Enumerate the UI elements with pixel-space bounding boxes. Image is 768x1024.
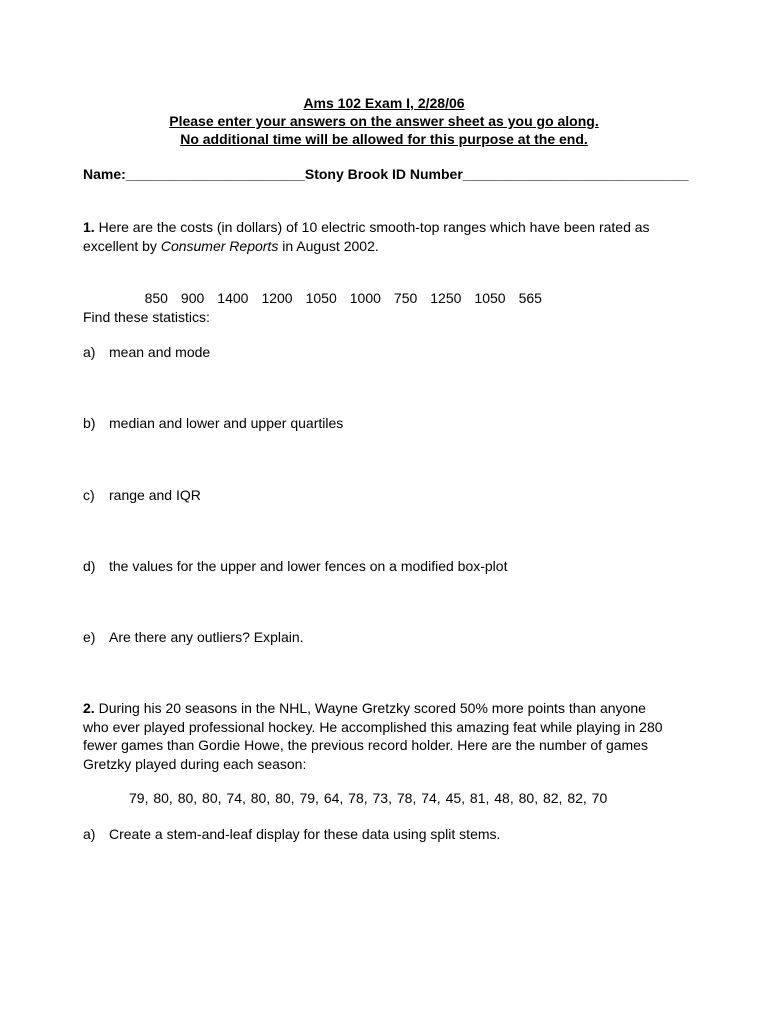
- part-text: median and lower and upper quartiles: [109, 415, 344, 431]
- question-1-number: 1.: [83, 219, 95, 235]
- question-2-part-a: [83, 825, 500, 843]
- question-1-part-d: [83, 557, 507, 575]
- question-2-data: 79, 80, 80, 80, 74, 80, 80, 79, 64, 78, 73, 78, 74, 45, 81, 48, 80, 82, 82, 70: [129, 790, 608, 806]
- question-2-body: During his 20 seasons in the NHL, Wayne Gretzky scored 50% more points than anyone who ever played professional hockey. He accomplished this amazing feat while playing in 280 fewer games than Gordie Howe, the previous record holder. Here are the number of games Gretzky played during each season:: [83, 700, 663, 772]
- part-text: Create a stem-and-leaf display for these data using split stems.: [109, 826, 501, 842]
- exam-title: [0, 94, 768, 112]
- part-label: d): [83, 558, 96, 574]
- question-1-part-c: [83, 486, 201, 504]
- name-id-line: [83, 165, 689, 183]
- question-2-number: 2.: [83, 700, 95, 716]
- value-item: 1000: [349, 290, 381, 306]
- part-label: a): [83, 344, 96, 360]
- instruction-2-text: No additional time will be allowed for this purpose at the end.: [180, 131, 588, 147]
- question-2-text: [83, 699, 673, 773]
- question-1-source: Consumer Reports: [160, 237, 279, 254]
- part-label: e): [83, 629, 96, 645]
- question-1-text: [83, 218, 683, 255]
- part-label: a): [83, 826, 96, 842]
- value-item: 900: [180, 290, 205, 306]
- question-1-text-b: in August 2002.: [278, 237, 379, 254]
- exam-title-text: Ams 102 Exam I, 2/28/06: [303, 95, 465, 111]
- value-item: 565: [518, 290, 542, 306]
- part-label: c): [83, 487, 95, 503]
- value-item: 850: [144, 290, 168, 306]
- question-1-text-a: Here are the costs (in dollars) of 10 electric smooth-top ranges which have been rated as excellent by: [83, 219, 650, 254]
- question-1-part-e: [83, 628, 304, 646]
- part-text: the values for the upper and lower fences on a modified box-plot: [109, 558, 508, 574]
- part-label: b): [83, 415, 96, 431]
- value-item: 1050: [474, 290, 506, 306]
- value-item: 1050: [305, 290, 337, 306]
- instruction-line-2: [0, 130, 768, 148]
- value-item: 750: [393, 290, 418, 306]
- part-text: Are there any outliers? Explain.: [109, 629, 304, 645]
- part-text: range and IQR: [109, 487, 201, 503]
- question-1-part-b: [83, 414, 343, 432]
- instruction-line-1: [0, 112, 768, 130]
- value-item: 1200: [261, 290, 293, 306]
- instruction-1-text: Please enter your answers on the answer sheet as you go along.: [169, 113, 599, 129]
- question-1-part-a: [83, 343, 210, 361]
- id-label: Stony Brook ID Number_____________________________: [304, 166, 689, 182]
- value-item: 1250: [430, 290, 462, 306]
- part-text: mean and mode: [109, 344, 211, 360]
- value-item: 1400: [217, 290, 249, 306]
- question-1-prompt: Find these statistics:: [83, 309, 210, 325]
- name-label: Name:_______________________: [83, 166, 305, 182]
